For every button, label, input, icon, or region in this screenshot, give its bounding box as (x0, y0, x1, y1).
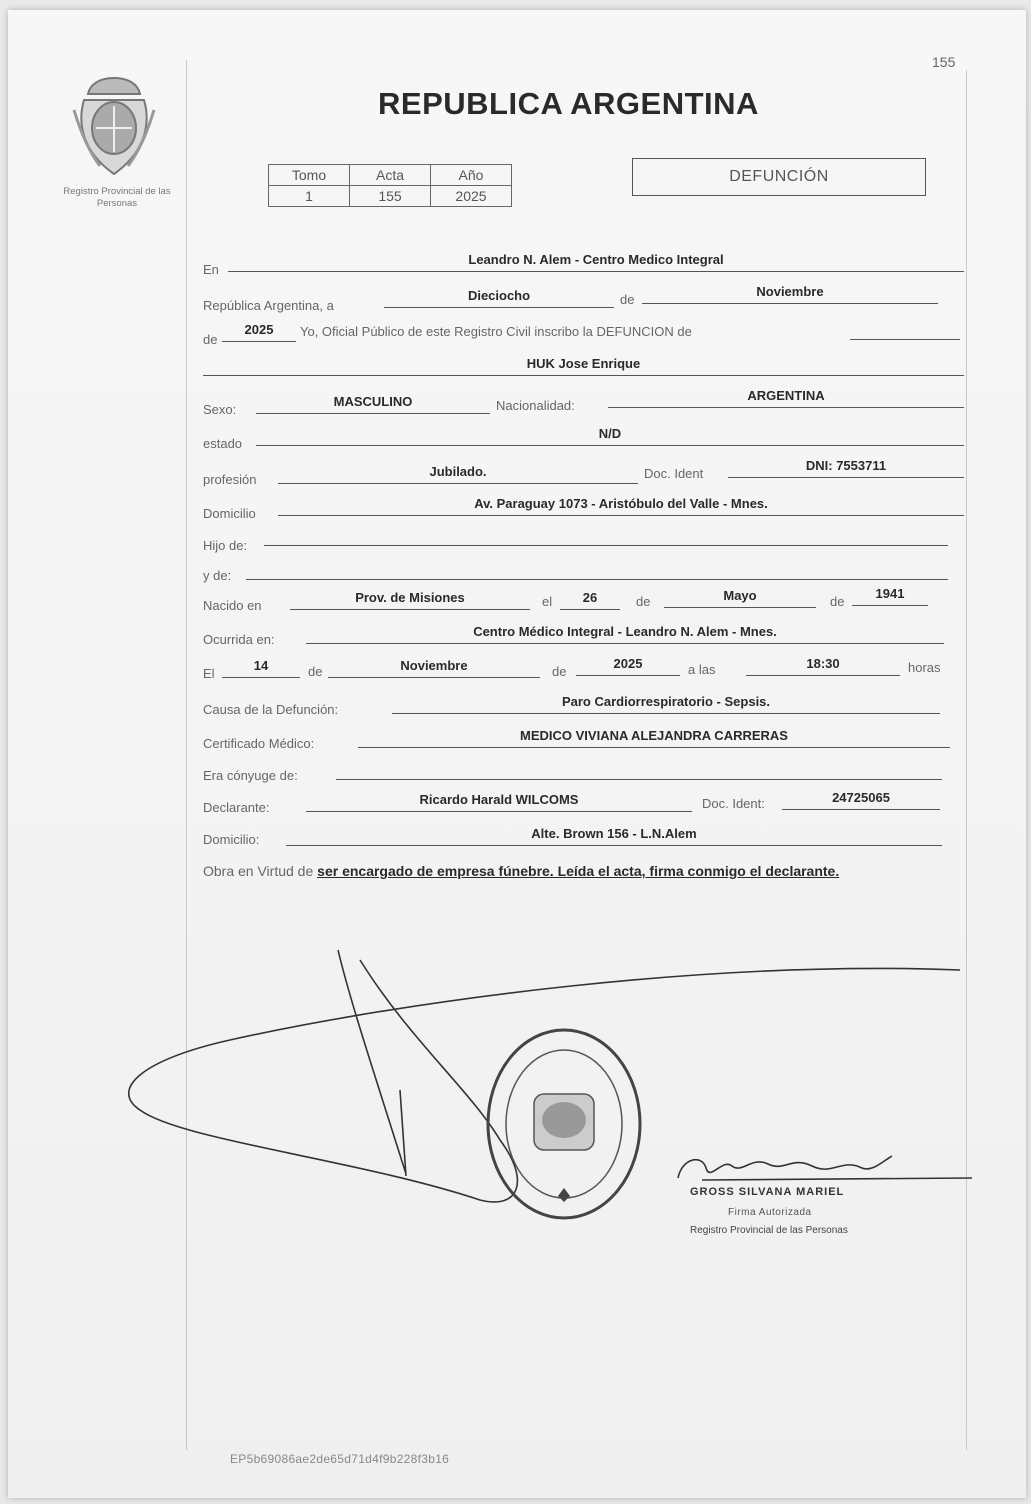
conyuge-label: Era cónyuge de: (203, 768, 298, 783)
death-month-field: Noviembre (328, 658, 540, 678)
record-table-header-row (269, 165, 512, 186)
birth-year-field: 1941 (852, 586, 928, 606)
officer-trailing-line (850, 320, 960, 340)
registry-seal-icon (484, 1026, 644, 1222)
domicilio2-field: Alte. Brown 156 - L.N.Alem (286, 826, 942, 846)
yde-label: y de: (203, 568, 232, 583)
hijo-field (264, 526, 948, 546)
alas-label: a las (688, 662, 716, 677)
declarante-doc-field: 24725065 (782, 790, 940, 810)
obra-label: Obra en Virtud de (203, 863, 314, 879)
de-label: de (620, 292, 635, 307)
provincial-crest-icon (70, 70, 158, 180)
deceased-name-field: HUK Jose Enrique (203, 356, 964, 376)
record-header-acta: Acta (350, 165, 431, 186)
document-title: REPUBLICA ARGENTINA (378, 86, 759, 121)
death-el-label: El (203, 666, 215, 681)
record-value-tomo: 1 (269, 186, 350, 207)
month-field: Noviembre (642, 284, 938, 304)
domicilio2-label: Domicilio: (203, 832, 260, 847)
ocurrida-label: Ocurrida en: (203, 632, 275, 647)
birth-day-field: 26 (560, 590, 620, 610)
registrar-signature (672, 1148, 972, 1188)
yde-field (246, 560, 948, 580)
signatory-office: Registro Provincial de las Personas (690, 1225, 848, 1236)
officer-text: Yo, Oficial Público de este Registro Civil inscribo la DEFUNCION de (300, 324, 692, 339)
estado-field: N/D (256, 426, 964, 446)
nacionalidad-field: ARGENTINA (608, 388, 964, 408)
profesion-label: profesión (203, 472, 257, 487)
hijo-label: Hijo de: (203, 538, 248, 553)
death-time-field: 18:30 (746, 656, 900, 676)
signatory-name: GROSS SILVANA MARIEL (690, 1186, 845, 1198)
conyuge-field (336, 760, 942, 780)
document-page (8, 10, 1026, 1498)
ocurrida-field: Centro Médico Integral - Leandro N. Alem - Mnes. (306, 624, 944, 644)
death-year-field: 2025 (576, 656, 680, 676)
sexo-field: MASCULINO (256, 394, 490, 414)
death-day-field: 14 (222, 658, 300, 678)
nacido-label: Nacido en (203, 598, 262, 613)
en-field: Leandro N. Alem - Centro Medico Integral (228, 252, 964, 272)
right-margin-line (966, 70, 967, 1450)
doc-label: Doc. Ident (644, 466, 704, 481)
signatory-role: Firma Autorizada (728, 1207, 812, 1218)
en-label: En (203, 262, 219, 277)
domicilio-field: Av. Paraguay 1073 - Aristóbulo del Valle - Mnes. (278, 496, 964, 516)
nacido-field: Prov. de Misiones (290, 590, 530, 610)
certificado-label: Certificado Médico: (203, 736, 315, 751)
birth-el-label: el (542, 594, 553, 609)
nacionalidad-label: Nacionalidad: (496, 398, 575, 413)
declarante-label: Declarante: (203, 800, 270, 815)
record-value-ano: 2025 (431, 186, 512, 207)
causa-label: Causa de la Defunción: (203, 702, 339, 717)
record-header-tomo: Tomo (269, 165, 350, 186)
certificado-field: MEDICO VIVIANA ALEJANDRA CARRERAS (358, 728, 950, 748)
declarante-doc-label: Doc. Ident: (702, 796, 765, 811)
record-type-box: DEFUNCIÓN (632, 158, 926, 196)
domicilio-label: Domicilio (203, 506, 256, 521)
document-hash: EP5b69086ae2de65d71d4f9b228f3b16 (230, 1452, 450, 1466)
crest-caption: Registro Provincial de las Personas (63, 186, 171, 209)
estado-label: estado (203, 436, 243, 451)
profesion-field: Jubilado. (278, 464, 638, 484)
page-number: 155 (932, 54, 956, 70)
day-field: Dieciocho (384, 288, 614, 308)
causa-field: Paro Cardiorrespiratorio - Sepsis. (392, 694, 940, 714)
horas-label: horas (908, 660, 941, 675)
record-table (268, 164, 512, 207)
record-header-ano: Año (431, 165, 512, 186)
record-table-value-row (269, 186, 512, 207)
sexo-label: Sexo: (203, 402, 237, 417)
birth-month-field: Mayo (664, 588, 816, 608)
death-de-label: de (308, 664, 323, 679)
doc-field: DNI: 7553711 (728, 458, 964, 478)
birth-de2-label: de (830, 594, 845, 609)
death-de2-label: de (552, 664, 567, 679)
birth-de-label: de (636, 594, 651, 609)
declarante-field: Ricardo Harald WILCOMS (306, 792, 692, 812)
left-margin-line (186, 60, 187, 1450)
obra-field: ser encargado de empresa fúnebre. Leída el acta, firma conmigo el declarante. (317, 863, 840, 879)
record-value-acta: 155 (350, 186, 431, 207)
obra-paragraph (203, 858, 963, 884)
year-field: 2025 (222, 322, 296, 342)
republica-label: República Argentina, a (203, 298, 334, 313)
de2-label: de (203, 332, 218, 347)
